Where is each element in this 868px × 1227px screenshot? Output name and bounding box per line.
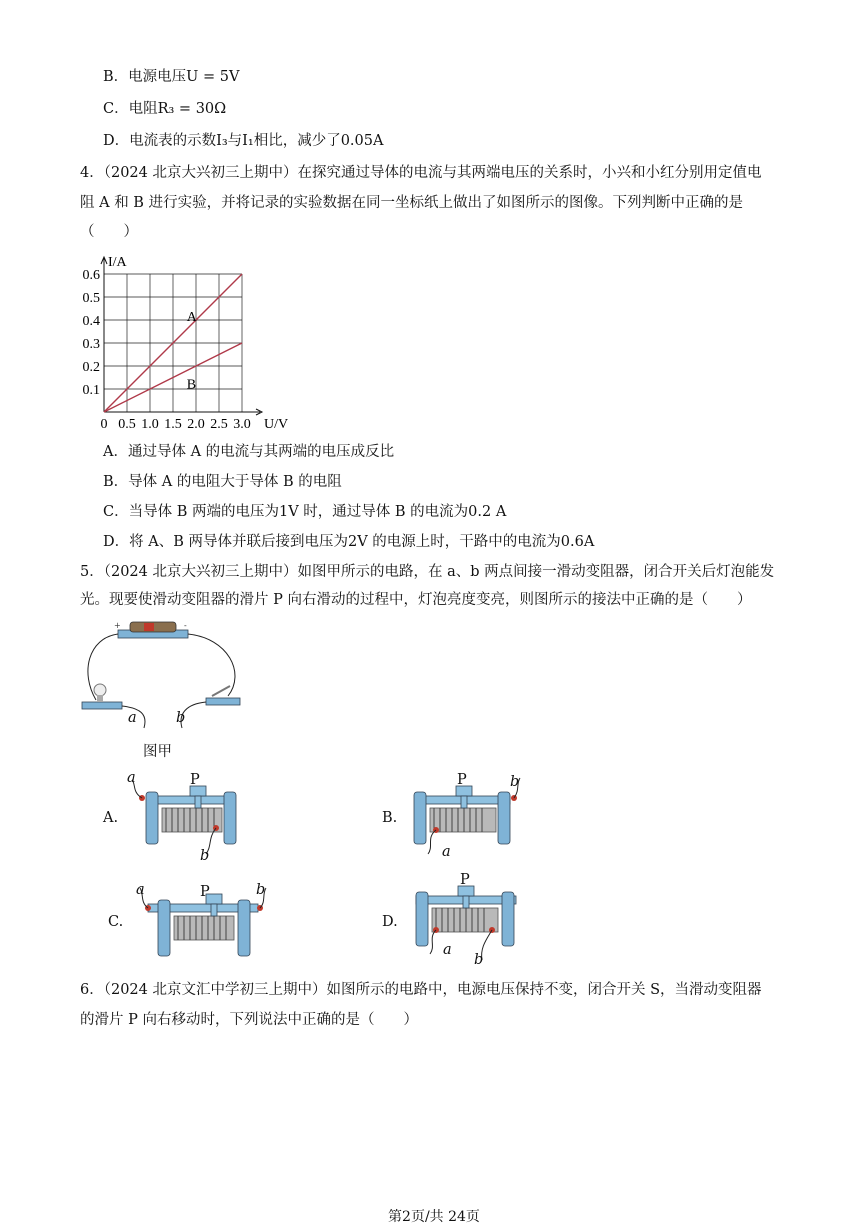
y-axis-label: I/A xyxy=(108,255,127,270)
series-label-a: A xyxy=(186,310,197,326)
x-tick-label: 3.0 xyxy=(233,417,251,432)
series-label-b: B xyxy=(186,377,197,393)
q6-stem-line1: 6．（2024 北京文汇中学初三上期中）如图所示的电路中，电源电压保持不变，闭合开关 S，当滑动变阻器 xyxy=(80,982,762,998)
rheo-a-label-a: a xyxy=(127,770,136,786)
rheo-c-label-b: b xyxy=(256,882,266,898)
y-tick-label: 0.5 xyxy=(82,291,100,306)
x-tick-label: 2.0 xyxy=(187,417,205,432)
rheo-a-label-p: P xyxy=(190,772,200,788)
y-tick-label: 0.2 xyxy=(82,360,100,375)
y-tick-label: 0.3 xyxy=(82,337,100,352)
q6-stem-line2: 的滑片 P 向右移动时，下列说法中正确的是（ ） xyxy=(80,1012,418,1028)
circuit-figure xyxy=(78,618,248,730)
option-b: B．电源电压U = 5V xyxy=(103,69,240,85)
y-tick-label: 0.6 xyxy=(82,268,100,283)
rheo-d-label-p: P xyxy=(460,872,470,888)
option-c: C．电阻R₃ = 30Ω xyxy=(103,101,227,117)
q5-option-c-label: C. xyxy=(108,914,124,930)
rheo-b-label-a: a xyxy=(442,844,451,860)
x-axis-label: U/V xyxy=(264,417,289,432)
q5-stem-line2: 光。现要使滑动变阻器的滑片 P 向右滑动的过程中，灯泡亮度变亮，则图所示的接法中正确的是（ ） xyxy=(80,592,752,608)
q5-option-a-label: A. xyxy=(103,810,119,826)
rheo-c-label-a: a xyxy=(136,882,145,898)
q5-stem-line1: 5．（2024 北京大兴初三上期中）如图甲所示的电路，在 a、b 两点间接一滑动变阻器，闭合开关后灯泡能发 xyxy=(80,564,775,580)
rheo-c-label-p: P xyxy=(200,884,210,900)
rheo-a-label-b: b xyxy=(200,848,210,864)
q4-stem-line3: （ ） xyxy=(80,224,138,240)
q4-stem-line2: 阻 A 和 B 进行实验，并将记录的实验数据在同一坐标纸上做出了如图所示的图像。下列判断中正确的是 xyxy=(80,195,744,211)
rheostat-a xyxy=(128,770,248,866)
rheo-d-label-a: a xyxy=(443,942,452,958)
rheo-b-label-b: b xyxy=(510,774,520,790)
rheo-b-label-p: P xyxy=(457,772,467,788)
q4-option-c: C．当导体 B 两端的电压为1V 时，通过导体 B 的电流为0.2 A xyxy=(103,504,507,520)
x-tick-label: 0 xyxy=(100,417,108,432)
x-tick-label: 1.5 xyxy=(164,417,182,432)
svg-text:-: - xyxy=(184,621,187,630)
x-tick-label: 0.5 xyxy=(118,417,136,432)
q5-option-b-label: B. xyxy=(382,810,398,826)
q4-stem-line1: 4．（2024 北京大兴初三上期中）在探究通过导体的电流与其两端电压的关系时，小兴和小红分别用定值电 xyxy=(80,165,762,181)
page-footer: 第2页/共 24页 xyxy=(388,1209,480,1225)
q5-option-d-label: D. xyxy=(382,914,398,930)
label-a: a xyxy=(128,710,137,726)
q4-option-d: D．将 A、B 两导体并联后接到电压为2V 的电源上时，干路中的电流为0.6A xyxy=(103,534,595,550)
option-d: D．电流表的示数I₃与I₁相比，减少了0.05A xyxy=(103,133,384,149)
label-b: b xyxy=(176,710,186,726)
y-tick-label: 0.1 xyxy=(82,383,100,398)
y-tick-label: 0.4 xyxy=(82,314,100,329)
q4-option-a: A．通过导体 A 的电流与其两端的电压成反比 xyxy=(103,444,395,460)
x-tick-label: 1.0 xyxy=(141,417,159,432)
x-tick-label: 2.5 xyxy=(210,417,228,432)
rheo-d-label-b: b xyxy=(474,952,484,968)
figure-caption: 图甲 xyxy=(143,744,172,760)
iu-graph xyxy=(76,252,306,432)
q4-option-b: B．导体 A 的电阻大于导体 B 的电阻 xyxy=(103,474,342,490)
svg-text:+: + xyxy=(114,621,121,630)
